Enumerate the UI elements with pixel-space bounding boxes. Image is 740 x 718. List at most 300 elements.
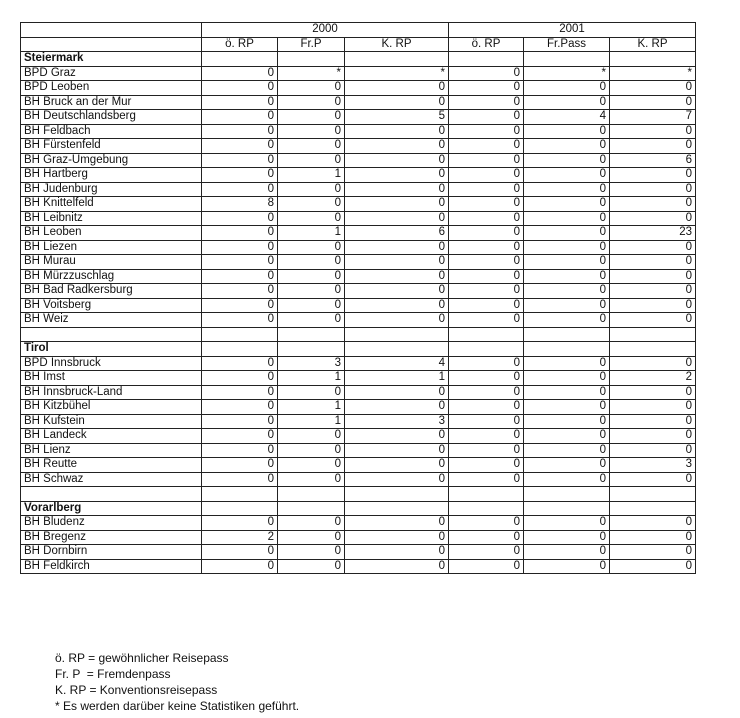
value-cell: 0 — [278, 240, 345, 255]
value-cell: 0 — [202, 168, 278, 183]
value-cell: 0 — [202, 356, 278, 371]
value-cell: 0 — [345, 81, 449, 96]
empty-cell — [345, 501, 449, 516]
value-cell: 4 — [524, 110, 610, 125]
value-cell: 0 — [345, 559, 449, 574]
passport-statistics-table — [20, 22, 696, 574]
authority-name: BH Bruck an der Mur — [21, 95, 202, 110]
table-row — [21, 559, 696, 574]
value-cell: 0 — [449, 139, 524, 154]
value-cell: 0 — [610, 414, 696, 429]
value-cell: 0 — [449, 66, 524, 81]
empty-cell — [449, 342, 524, 357]
authority-name: BH Feldkirch — [21, 559, 202, 574]
authority-name: BH Fürstenfeld — [21, 139, 202, 154]
authority-name: BH Lienz — [21, 443, 202, 458]
value-cell: 0 — [345, 240, 449, 255]
value-cell: 0 — [610, 443, 696, 458]
value-cell: 1 — [278, 400, 345, 415]
empty-cell — [278, 487, 345, 502]
value-cell: 1 — [345, 371, 449, 386]
empty-cell — [345, 342, 449, 357]
table-row — [21, 429, 696, 444]
column-header: Fr.P — [278, 37, 345, 52]
region-header-row — [21, 501, 696, 516]
value-cell: 0 — [278, 559, 345, 574]
value-cell: 0 — [278, 139, 345, 154]
value-cell: 0 — [449, 168, 524, 183]
value-cell: 0 — [610, 124, 696, 139]
value-cell: 0 — [202, 385, 278, 400]
value-cell: 0 — [345, 530, 449, 545]
value-cell: 0 — [278, 197, 345, 212]
value-cell: 0 — [449, 255, 524, 270]
value-cell: 0 — [202, 211, 278, 226]
authority-name: BH Reutte — [21, 458, 202, 473]
value-cell: 0 — [524, 298, 610, 313]
value-cell: 0 — [449, 110, 524, 125]
authority-name: BH Graz-Umgebung — [21, 153, 202, 168]
value-cell: 0 — [610, 240, 696, 255]
value-cell: 0 — [202, 472, 278, 487]
value-cell: 0 — [278, 124, 345, 139]
authority-name: BH Murau — [21, 255, 202, 270]
value-cell: 0 — [524, 414, 610, 429]
empty-cell — [202, 327, 278, 342]
value-cell: 0 — [449, 371, 524, 386]
table-row — [21, 385, 696, 400]
table-row — [21, 356, 696, 371]
region-header-row — [21, 342, 696, 357]
table-row — [21, 313, 696, 328]
empty-cell — [202, 52, 278, 67]
table-row — [21, 255, 696, 270]
value-cell: 0 — [278, 298, 345, 313]
authority-name: BH Bad Radkersburg — [21, 284, 202, 299]
value-cell: 0 — [345, 472, 449, 487]
value-cell: 0 — [202, 400, 278, 415]
value-cell: 0 — [449, 356, 524, 371]
column-header: Fr.Pass — [524, 37, 610, 52]
value-cell: 8 — [202, 197, 278, 212]
value-cell: 4 — [345, 356, 449, 371]
authority-name: BH Leibnitz — [21, 211, 202, 226]
authority-name: BPD Leoben — [21, 81, 202, 96]
table-row — [21, 545, 696, 560]
value-cell: 0 — [449, 559, 524, 574]
empty-cell — [449, 327, 524, 342]
value-cell: 0 — [345, 269, 449, 284]
value-cell: 0 — [278, 81, 345, 96]
value-cell: 0 — [610, 182, 696, 197]
authority-name: BPD Innsbruck — [21, 356, 202, 371]
value-cell: 0 — [524, 458, 610, 473]
value-cell: 0 — [345, 385, 449, 400]
legend-item: * Es werden darüber keine Statistiken geführt. — [55, 699, 300, 713]
table-row — [21, 284, 696, 299]
empty-corner-cell — [21, 37, 202, 52]
value-cell: 0 — [610, 429, 696, 444]
value-cell: 1 — [278, 226, 345, 241]
value-cell: 0 — [449, 530, 524, 545]
value-cell: 0 — [278, 458, 345, 473]
value-cell: 0 — [524, 545, 610, 560]
empty-cell — [345, 327, 449, 342]
value-cell: 0 — [610, 269, 696, 284]
value-cell: 0 — [449, 400, 524, 415]
value-cell: 0 — [278, 110, 345, 125]
table-row — [21, 458, 696, 473]
empty-cell — [610, 342, 696, 357]
value-cell: 0 — [202, 240, 278, 255]
column-header: ö. RP — [449, 37, 524, 52]
table-row — [21, 66, 696, 81]
empty-cell — [345, 487, 449, 502]
value-cell: 0 — [345, 124, 449, 139]
region-name: Tirol — [21, 342, 202, 357]
value-cell: 3 — [345, 414, 449, 429]
table-row — [21, 226, 696, 241]
value-cell: * — [278, 66, 345, 81]
empty-cell — [524, 501, 610, 516]
value-cell: 0 — [202, 414, 278, 429]
column-header: ö. RP — [202, 37, 278, 52]
value-cell: 0 — [202, 298, 278, 313]
value-cell: 0 — [524, 240, 610, 255]
authority-name: BH Leoben — [21, 226, 202, 241]
value-cell: 0 — [278, 255, 345, 270]
value-cell: 0 — [610, 95, 696, 110]
empty-cell — [610, 487, 696, 502]
value-cell: 0 — [524, 139, 610, 154]
value-cell: 0 — [202, 182, 278, 197]
value-cell: * — [345, 66, 449, 81]
value-cell: 0 — [524, 168, 610, 183]
value-cell: 0 — [449, 385, 524, 400]
value-cell: 0 — [524, 81, 610, 96]
empty-cell — [202, 501, 278, 516]
value-cell: 0 — [202, 371, 278, 386]
value-cell: 0 — [449, 414, 524, 429]
value-cell: 0 — [449, 443, 524, 458]
value-cell: 0 — [449, 269, 524, 284]
value-cell: 0 — [610, 313, 696, 328]
authority-name: BH Kufstein — [21, 414, 202, 429]
value-cell: 0 — [345, 255, 449, 270]
value-cell: 0 — [202, 313, 278, 328]
table-row — [21, 110, 696, 125]
empty-cell — [21, 327, 202, 342]
value-cell: 0 — [278, 530, 345, 545]
empty-cell — [524, 327, 610, 342]
value-cell: 0 — [202, 66, 278, 81]
value-cell: 0 — [202, 284, 278, 299]
value-cell: 0 — [524, 400, 610, 415]
value-cell: 5 — [345, 110, 449, 125]
legend-item: ö. RP = gewöhnlicher Reisepass — [55, 651, 229, 665]
value-cell: 0 — [278, 182, 345, 197]
table-row — [21, 182, 696, 197]
value-cell: 0 — [278, 385, 345, 400]
value-cell: 0 — [449, 240, 524, 255]
value-cell: 0 — [524, 269, 610, 284]
legend-item: Fr. P = Fremdenpass — [55, 667, 171, 681]
empty-cell — [202, 342, 278, 357]
authority-name: BH Voitsberg — [21, 298, 202, 313]
region-name: Vorarlberg — [21, 501, 202, 516]
value-cell: 0 — [610, 168, 696, 183]
value-cell: 0 — [610, 385, 696, 400]
table-row — [21, 211, 696, 226]
value-cell: 0 — [449, 516, 524, 531]
empty-cell — [278, 501, 345, 516]
authority-name: BH Schwaz — [21, 472, 202, 487]
value-cell: 0 — [278, 269, 345, 284]
authority-name: BH Dornbirn — [21, 545, 202, 560]
value-cell: 0 — [524, 182, 610, 197]
value-cell: 0 — [202, 269, 278, 284]
value-cell: 0 — [449, 95, 524, 110]
value-cell: 0 — [524, 255, 610, 270]
value-cell: 0 — [345, 313, 449, 328]
authority-name: BH Kitzbühel — [21, 400, 202, 415]
value-cell: 0 — [278, 443, 345, 458]
table-row — [21, 443, 696, 458]
table-row — [21, 269, 696, 284]
value-cell: 0 — [524, 443, 610, 458]
value-cell: 0 — [610, 284, 696, 299]
value-cell: 0 — [278, 545, 345, 560]
value-cell: 0 — [610, 516, 696, 531]
value-cell: 0 — [524, 211, 610, 226]
value-cell: 1 — [278, 414, 345, 429]
value-cell: 0 — [202, 255, 278, 270]
empty-cell — [278, 327, 345, 342]
value-cell: 0 — [610, 472, 696, 487]
value-cell: 0 — [524, 530, 610, 545]
year-header-2001: 2001 — [449, 23, 696, 38]
value-cell: 0 — [278, 472, 345, 487]
value-cell: 0 — [278, 95, 345, 110]
value-cell: 23 — [610, 226, 696, 241]
empty-cell — [524, 342, 610, 357]
value-cell: 0 — [610, 545, 696, 560]
legend — [55, 650, 299, 714]
value-cell: 0 — [610, 400, 696, 415]
value-cell: 0 — [345, 284, 449, 299]
table-body — [21, 23, 696, 574]
value-cell: 0 — [345, 95, 449, 110]
value-cell: 0 — [202, 545, 278, 560]
value-cell: 0 — [449, 124, 524, 139]
value-cell: 0 — [278, 429, 345, 444]
value-cell: 0 — [449, 284, 524, 299]
empty-cell — [524, 52, 610, 67]
value-cell: 0 — [202, 226, 278, 241]
value-cell: 0 — [524, 95, 610, 110]
value-cell: 1 — [278, 371, 345, 386]
value-cell: 0 — [449, 81, 524, 96]
authority-name: BH Mürzzuschlag — [21, 269, 202, 284]
value-cell: 0 — [202, 153, 278, 168]
value-cell: 0 — [345, 211, 449, 226]
value-cell: 0 — [610, 211, 696, 226]
value-cell: 0 — [524, 472, 610, 487]
value-cell: 0 — [524, 429, 610, 444]
empty-cell — [278, 52, 345, 67]
table-row — [21, 95, 696, 110]
value-cell: 0 — [524, 124, 610, 139]
value-cell: 0 — [345, 182, 449, 197]
value-cell: 0 — [345, 516, 449, 531]
column-header-row — [21, 37, 696, 52]
value-cell: 0 — [345, 443, 449, 458]
value-cell: 0 — [278, 153, 345, 168]
value-cell: 0 — [449, 197, 524, 212]
table-row — [21, 240, 696, 255]
value-cell: 0 — [202, 139, 278, 154]
table-row — [21, 139, 696, 154]
authority-name: BH Imst — [21, 371, 202, 386]
value-cell: 0 — [202, 516, 278, 531]
value-cell: 0 — [345, 153, 449, 168]
empty-cell — [610, 501, 696, 516]
empty-cell — [202, 487, 278, 502]
value-cell: 0 — [202, 124, 278, 139]
authority-name: BH Hartberg — [21, 168, 202, 183]
value-cell: 0 — [345, 298, 449, 313]
empty-cell — [345, 52, 449, 67]
value-cell: 2 — [202, 530, 278, 545]
empty-cell — [449, 52, 524, 67]
value-cell: 0 — [610, 81, 696, 96]
authority-name: BH Deutschlandsberg — [21, 110, 202, 125]
value-cell: 0 — [524, 226, 610, 241]
year-header-row — [21, 23, 696, 38]
value-cell: 0 — [278, 313, 345, 328]
year-header-2000: 2000 — [202, 23, 449, 38]
table-row — [21, 472, 696, 487]
value-cell: 7 — [610, 110, 696, 125]
value-cell: 0 — [345, 139, 449, 154]
authority-name: BH Landeck — [21, 429, 202, 444]
value-cell: 0 — [278, 284, 345, 299]
value-cell: 0 — [610, 197, 696, 212]
value-cell: 0 — [524, 356, 610, 371]
value-cell: 0 — [345, 429, 449, 444]
empty-cell — [21, 487, 202, 502]
empty-cell — [449, 487, 524, 502]
value-cell: 0 — [278, 516, 345, 531]
value-cell: 0 — [345, 197, 449, 212]
empty-corner-cell — [21, 23, 202, 38]
value-cell: 0 — [610, 298, 696, 313]
value-cell: 0 — [345, 545, 449, 560]
empty-cell — [610, 52, 696, 67]
value-cell: 0 — [278, 211, 345, 226]
spacer-row — [21, 487, 696, 502]
value-cell: 0 — [345, 168, 449, 183]
table-row — [21, 168, 696, 183]
value-cell: 0 — [345, 458, 449, 473]
column-header: K. RP — [345, 37, 449, 52]
table-row — [21, 530, 696, 545]
region-header-row — [21, 52, 696, 67]
authority-name: BH Feldbach — [21, 124, 202, 139]
empty-cell — [278, 342, 345, 357]
value-cell: 0 — [449, 458, 524, 473]
value-cell: 0 — [202, 443, 278, 458]
value-cell: * — [610, 66, 696, 81]
table-row — [21, 400, 696, 415]
value-cell: 0 — [524, 313, 610, 328]
value-cell: 0 — [449, 472, 524, 487]
value-cell: 0 — [449, 313, 524, 328]
value-cell: 0 — [449, 153, 524, 168]
table-row — [21, 81, 696, 96]
table-row — [21, 414, 696, 429]
value-cell: 0 — [524, 197, 610, 212]
table-row — [21, 124, 696, 139]
authority-name: BH Bludenz — [21, 516, 202, 531]
empty-cell — [449, 501, 524, 516]
value-cell: 0 — [449, 298, 524, 313]
table-row — [21, 298, 696, 313]
authority-name: BH Liezen — [21, 240, 202, 255]
value-cell: 0 — [524, 516, 610, 531]
value-cell: 1 — [278, 168, 345, 183]
value-cell: 6 — [345, 226, 449, 241]
value-cell: 0 — [610, 530, 696, 545]
value-cell: 0 — [524, 371, 610, 386]
spacer-row — [21, 327, 696, 342]
value-cell: 0 — [202, 559, 278, 574]
authority-name: BH Judenburg — [21, 182, 202, 197]
value-cell: 0 — [449, 211, 524, 226]
authority-name: BH Bregenz — [21, 530, 202, 545]
value-cell: 0 — [202, 458, 278, 473]
authority-name: BH Innsbruck-Land — [21, 385, 202, 400]
table-row — [21, 371, 696, 386]
value-cell: 0 — [202, 81, 278, 96]
value-cell: 0 — [345, 400, 449, 415]
value-cell: 0 — [202, 429, 278, 444]
value-cell: 0 — [202, 110, 278, 125]
authority-name: BPD Graz — [21, 66, 202, 81]
value-cell: 3 — [610, 458, 696, 473]
value-cell: 0 — [449, 226, 524, 241]
empty-cell — [610, 327, 696, 342]
value-cell: 0 — [610, 139, 696, 154]
legend-item: K. RP = Konventionsreisepass — [55, 683, 218, 697]
value-cell: 0 — [610, 559, 696, 574]
value-cell: 0 — [610, 255, 696, 270]
value-cell: 0 — [524, 153, 610, 168]
empty-cell — [524, 487, 610, 502]
value-cell: 0 — [524, 284, 610, 299]
value-cell: * — [524, 66, 610, 81]
value-cell: 0 — [202, 95, 278, 110]
authority-name: BH Knittelfeld — [21, 197, 202, 212]
value-cell: 0 — [610, 356, 696, 371]
table-row — [21, 197, 696, 212]
region-name: Steiermark — [21, 52, 202, 67]
value-cell: 0 — [449, 545, 524, 560]
value-cell: 0 — [449, 182, 524, 197]
table-row — [21, 153, 696, 168]
table-row — [21, 516, 696, 531]
value-cell: 0 — [524, 385, 610, 400]
